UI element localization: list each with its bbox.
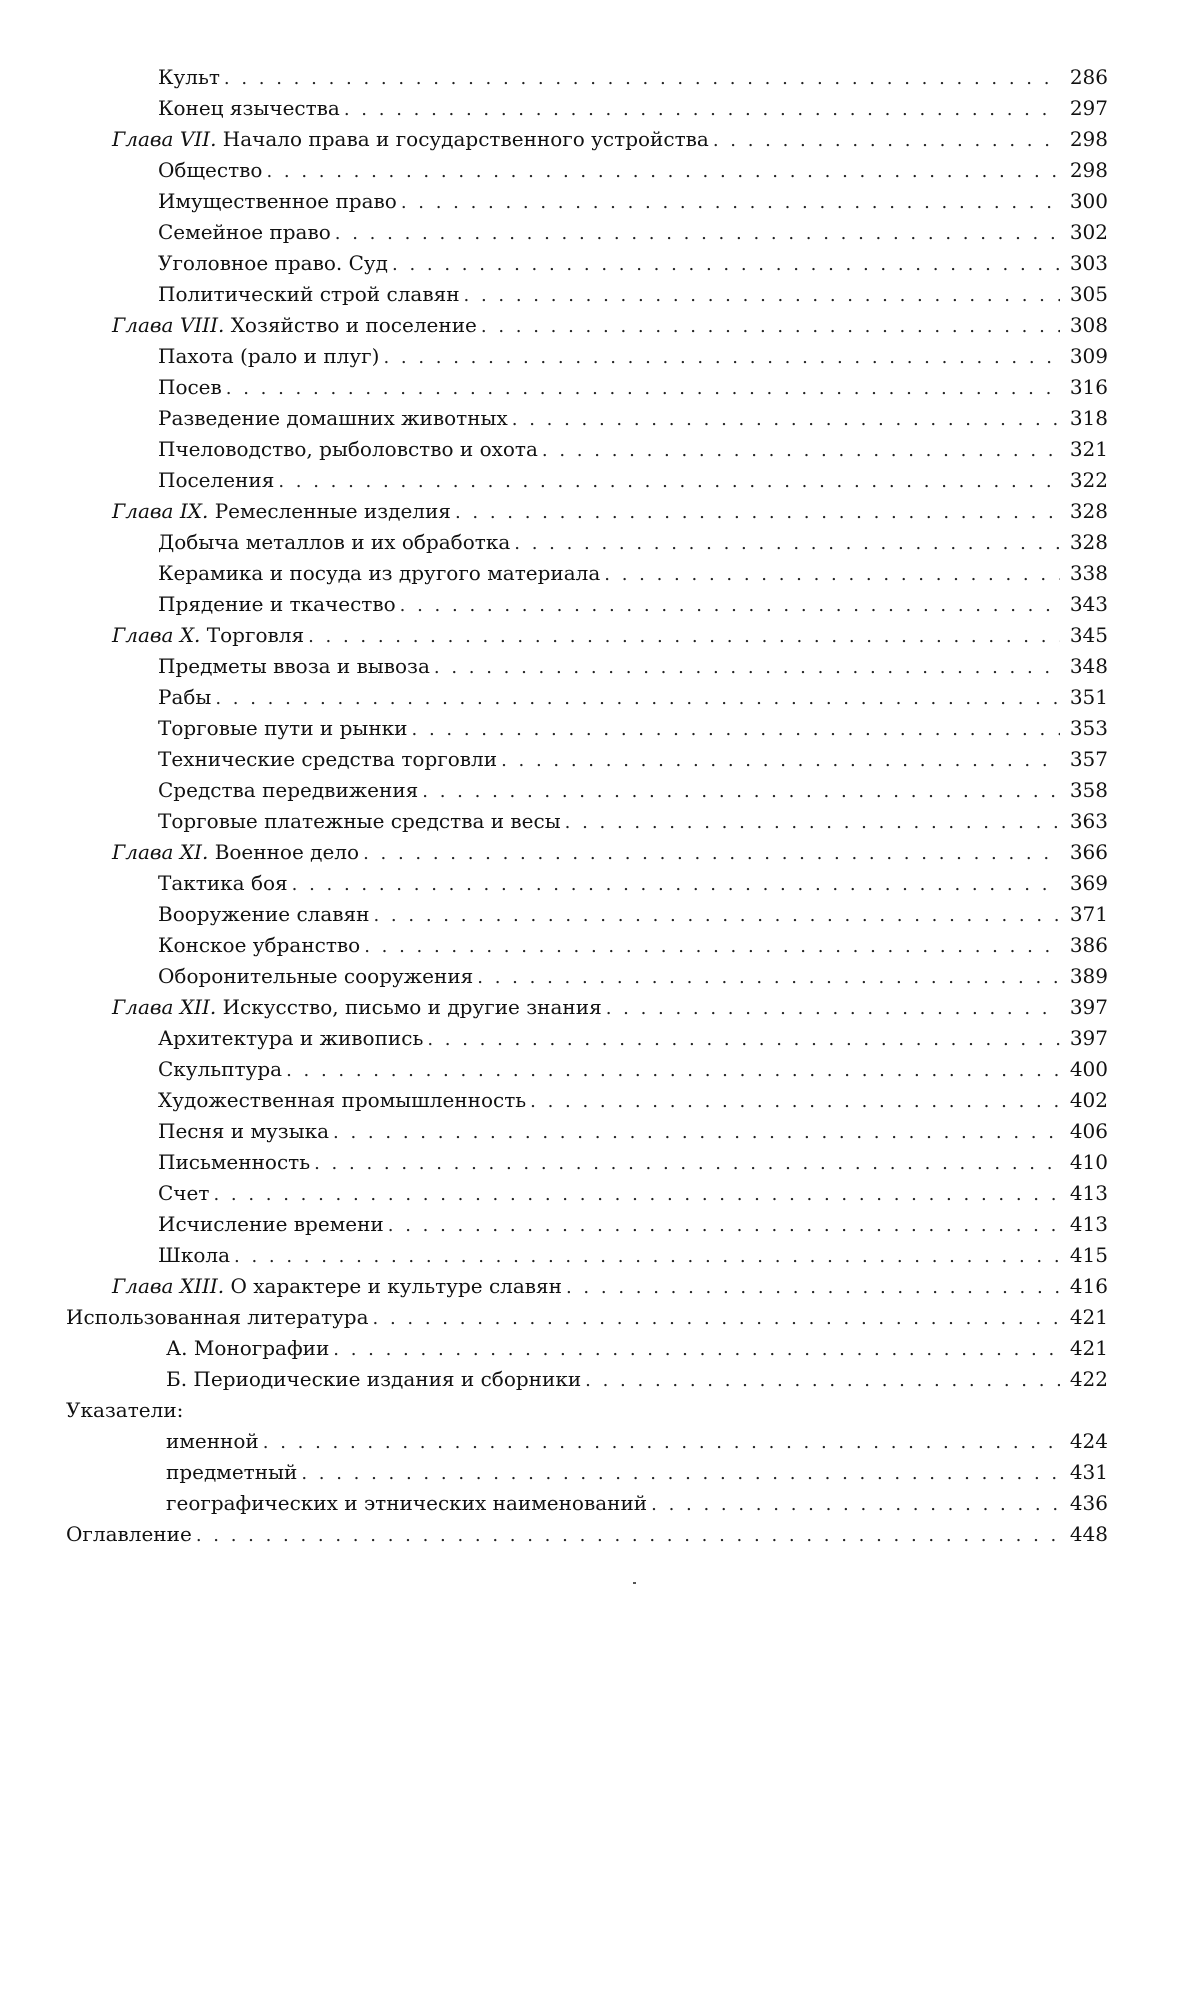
page-number: 318 [1069, 406, 1108, 430]
toc-entry [0, 651, 1200, 682]
toc-entry [0, 1178, 1200, 1209]
page-number: 402 [1069, 1088, 1108, 1112]
toc-entry-title [158, 279, 464, 310]
dot-leader [514, 528, 1060, 559]
toc-entry [0, 1488, 1200, 1519]
dot-leader [224, 63, 1060, 94]
toc-entry-title [158, 713, 412, 744]
toc-entry [0, 868, 1200, 899]
entry-title-text: Песня и музыка [158, 1119, 330, 1143]
dot-leader [196, 1520, 1060, 1551]
page-number: 328 [1069, 499, 1108, 523]
dot-leader [213, 1179, 1060, 1210]
dot-leader [308, 621, 1060, 652]
toc-chapter-entry [0, 620, 1200, 651]
page-number: 309 [1069, 344, 1108, 368]
dot-leader [651, 1489, 1060, 1520]
toc-entry-title [158, 1085, 530, 1116]
chapter-number: Глава XII. [112, 995, 217, 1019]
toc-entry [0, 465, 1200, 496]
dot-leader [292, 869, 1060, 900]
toc-entry [0, 1457, 1200, 1488]
entry-title-text: Вооружение славян [158, 902, 370, 926]
page-number: 416 [1069, 1274, 1108, 1298]
dot-leader [226, 373, 1060, 404]
page-number: 316 [1069, 375, 1108, 399]
toc-entry [0, 744, 1200, 775]
dot-leader [566, 1272, 1060, 1303]
page-number: 389 [1069, 964, 1108, 988]
toc-entry [0, 527, 1200, 558]
toc-entry-title [158, 155, 266, 186]
page-number: 298 [1069, 158, 1108, 182]
dot-leader [333, 1117, 1060, 1148]
toc-entry-title [158, 961, 477, 992]
toc-entry [0, 1302, 1200, 1333]
entry-title-text: Торговые пути и рынки [158, 716, 408, 740]
toc-entry [0, 186, 1200, 217]
page-number: 400 [1069, 1057, 1108, 1081]
toc-entry-title [158, 465, 278, 496]
toc-entry [0, 558, 1200, 589]
dot-leader [234, 1241, 1060, 1272]
entry-title-text: Начало права и государственного устройства [222, 127, 709, 151]
page-number: 421 [1069, 1336, 1108, 1360]
entry-title-text: Тактика боя [158, 871, 288, 895]
page-number: 369 [1069, 871, 1108, 895]
page-number: 353 [1069, 716, 1108, 740]
chapter-number: Глава XI. [112, 840, 209, 864]
toc-entry-title [158, 403, 512, 434]
page-number: 302 [1069, 220, 1108, 244]
dot-leader [363, 838, 1060, 869]
toc-entry [0, 1147, 1200, 1178]
entry-title-text: Разведение домашних животных [158, 406, 508, 430]
toc-entry-title [166, 1364, 585, 1395]
entry-title-text: Культ [158, 65, 220, 89]
entry-title-text: Рабы [158, 685, 212, 709]
toc-entry-title [158, 1209, 388, 1240]
toc-entry-title [158, 372, 226, 403]
toc-entry-title [158, 1147, 314, 1178]
toc-entry-title [158, 589, 400, 620]
toc-entry-title [158, 93, 344, 124]
page-number: 397 [1069, 995, 1108, 1019]
toc-entry-title [66, 1519, 196, 1550]
page-number: 322 [1069, 468, 1108, 492]
toc-chapter-entry [0, 837, 1200, 868]
toc-entry-title [166, 1457, 301, 1488]
toc-entry [0, 930, 1200, 961]
toc-entry-title [158, 558, 604, 589]
page-number: 422 [1069, 1367, 1108, 1391]
toc-entry-title [166, 1488, 651, 1519]
toc-entry-title [158, 744, 501, 775]
page-number: 298 [1069, 127, 1108, 151]
toc-entry-title [158, 527, 514, 558]
toc-entry-title [158, 62, 224, 93]
dot-leader [364, 931, 1060, 962]
entry-title-text: географических и этнических наименований [166, 1491, 648, 1515]
toc-entry [0, 62, 1200, 93]
chapter-number: Глава VII. [112, 127, 217, 151]
entry-title-text: Конское убранство [158, 933, 361, 957]
dot-leader [215, 683, 1060, 714]
dot-leader [373, 1303, 1060, 1334]
toc-entry-title [158, 1240, 234, 1271]
page-number: 328 [1069, 530, 1108, 554]
page-number: 436 [1069, 1491, 1108, 1515]
toc-entry [0, 217, 1200, 248]
toc-entry-title [112, 620, 308, 651]
dot-leader [713, 125, 1060, 156]
toc-entry [0, 279, 1200, 310]
dot-leader [542, 435, 1060, 466]
dot-leader [344, 94, 1060, 125]
dot-leader [263, 1427, 1060, 1458]
toc-entry-title [112, 496, 455, 527]
toc-entry [0, 1240, 1200, 1271]
dot-leader [314, 1148, 1060, 1179]
toc-entry-title [158, 868, 292, 899]
toc-entry [0, 682, 1200, 713]
entry-title-text: Оборонительные сооружения [158, 964, 474, 988]
toc-entry [0, 713, 1200, 744]
entry-title-text: Общество [158, 158, 263, 182]
toc-entry-title [166, 1426, 263, 1457]
entry-title-text: Технические средства торговли [158, 747, 498, 771]
page-number: 406 [1069, 1119, 1108, 1143]
page-number: 371 [1069, 902, 1108, 926]
dot-leader [481, 311, 1060, 342]
toc-chapter-entry [0, 310, 1200, 341]
page-number: 338 [1069, 561, 1108, 585]
entry-title-text: Скульптура [158, 1057, 283, 1081]
toc-entry [0, 1209, 1200, 1240]
page-number: 363 [1069, 809, 1108, 833]
dot-leader [585, 1365, 1060, 1396]
toc-entry-title [158, 434, 542, 465]
toc-entry-title [166, 1333, 333, 1364]
entry-title-text: Ремесленные изделия [214, 499, 451, 523]
page-number: 348 [1069, 654, 1108, 678]
entry-title-text: Торговля [206, 623, 305, 647]
entry-title-text: Пахота (рало и плуг) [158, 344, 380, 368]
dot-leader [512, 404, 1060, 435]
entry-title-text: предметный [166, 1460, 298, 1484]
entry-title-text: Письменность [158, 1150, 311, 1174]
toc-entry-title [158, 775, 422, 806]
toc-entry [0, 93, 1200, 124]
page-number: 286 [1069, 65, 1108, 89]
chapter-number: Глава XIII. [112, 1274, 225, 1298]
toc-entry [0, 434, 1200, 465]
dot-leader [477, 962, 1060, 993]
toc-entry [0, 1054, 1200, 1085]
page-number: 431 [1069, 1460, 1108, 1484]
entry-title-text: Конец язычества [158, 96, 340, 120]
entry-title-text: Использованная литература [66, 1305, 369, 1329]
toc-entry-title [158, 248, 392, 279]
entry-title-text: Средства передвижения [158, 778, 419, 802]
dot-leader [392, 249, 1060, 280]
page-number: 415 [1069, 1243, 1108, 1267]
entry-title-text: Уголовное право. Суд [158, 251, 388, 275]
entry-title-text: Политический строй славян [158, 282, 460, 306]
dot-leader [422, 776, 1060, 807]
dot-leader [401, 187, 1060, 218]
toc-chapter-entry [0, 992, 1200, 1023]
page-number: 424 [1069, 1429, 1108, 1453]
toc-entry-title [158, 341, 383, 372]
toc-entry [0, 155, 1200, 186]
toc-entry [0, 1364, 1200, 1395]
entry-title-text: Керамика и посуда из другого материала [158, 561, 601, 585]
page-number: 357 [1069, 747, 1108, 771]
page-number: 421 [1069, 1305, 1108, 1329]
page-number: 297 [1069, 96, 1108, 120]
dot-leader [427, 1024, 1060, 1055]
page-number: 305 [1069, 282, 1108, 306]
entry-title-text: Б. Периодические издания и сборники [166, 1367, 582, 1391]
dot-leader [333, 1334, 1060, 1365]
table-of-contents-page [0, 62, 1200, 1550]
chapter-number: Глава VIII. [112, 313, 225, 337]
page-number: 303 [1069, 251, 1108, 275]
dot-leader [266, 156, 1060, 187]
entry-title-text: Семейное право [158, 220, 331, 244]
entry-title-text: именной [166, 1429, 259, 1453]
page-number: 413 [1069, 1212, 1108, 1236]
entry-title-text: Посев [158, 375, 222, 399]
toc-entry-title [158, 930, 364, 961]
dot-leader [565, 807, 1060, 838]
entry-title-text: Торговые платежные средства и весы [158, 809, 561, 833]
entry-title-text: Хозяйство и поселение [230, 313, 477, 337]
page-number: 366 [1069, 840, 1108, 864]
toc-entry [0, 1023, 1200, 1054]
dot-leader [464, 280, 1060, 311]
toc-entry-title [158, 806, 565, 837]
toc-chapter-entry [0, 1271, 1200, 1302]
entry-title-text: Художественная промышленность [158, 1088, 527, 1112]
toc-chapter-entry [0, 124, 1200, 155]
toc-entry-title [158, 1054, 286, 1085]
page-number: 308 [1069, 313, 1108, 337]
entry-title-text: Архитектура и живопись [158, 1026, 424, 1050]
print-speck [633, 1582, 636, 1584]
page-number: 448 [1069, 1522, 1108, 1546]
dot-leader [434, 652, 1060, 683]
toc-entry-title [158, 899, 373, 930]
toc-entry [0, 775, 1200, 806]
toc-entry [0, 1426, 1200, 1457]
dot-leader [412, 714, 1061, 745]
entry-title-text: О характере и культуре славян [230, 1274, 562, 1298]
toc-entry-title [158, 651, 434, 682]
toc-entry [0, 899, 1200, 930]
dot-leader [335, 218, 1060, 249]
toc-chapter-entry [0, 496, 1200, 527]
entry-title-text: Указатели: [66, 1398, 184, 1422]
page-number: 351 [1069, 685, 1108, 709]
dot-leader [373, 900, 1060, 931]
toc-entry-title [66, 1395, 187, 1426]
page-number: 410 [1069, 1150, 1108, 1174]
toc-entry-title [158, 1116, 333, 1147]
toc-entry-title [112, 992, 606, 1023]
toc-entry-title [158, 682, 215, 713]
entry-title-text: Пчеловодство, рыболовство и охота [158, 437, 538, 461]
dot-leader [530, 1086, 1060, 1117]
toc-entry [0, 1519, 1200, 1550]
entry-title-text: Прядение и ткачество [158, 592, 396, 616]
dot-leader [383, 342, 1060, 373]
dot-leader [604, 559, 1060, 590]
toc-entry [0, 341, 1200, 372]
entry-title-text: Имущественное право [158, 189, 397, 213]
toc-entry [0, 1116, 1200, 1147]
toc-entry-title [112, 837, 363, 868]
toc-entry [0, 248, 1200, 279]
dot-leader [388, 1210, 1060, 1241]
toc-entry-title [112, 124, 713, 155]
toc-entry-title [158, 1023, 427, 1054]
entry-title-text: Оглавление [66, 1522, 192, 1546]
dot-leader [400, 590, 1060, 621]
toc-entry-title [158, 1178, 213, 1209]
entry-title-text: А. Монографии [166, 1336, 330, 1360]
toc-entry-title [158, 186, 401, 217]
dot-leader [301, 1458, 1060, 1489]
toc-entry-title [158, 217, 335, 248]
page-number: 413 [1069, 1181, 1108, 1205]
toc-entry [0, 1395, 1200, 1426]
toc-entry-title [66, 1302, 373, 1333]
page-number: 358 [1069, 778, 1108, 802]
dot-leader [286, 1055, 1060, 1086]
toc-entry [0, 806, 1200, 837]
toc-entry-title [112, 310, 481, 341]
entry-title-text: Поселения [158, 468, 275, 492]
entry-title-text: Школа [158, 1243, 230, 1267]
entry-title-text: Искусство, письмо и другие знания [222, 995, 602, 1019]
toc-entry-title [112, 1271, 566, 1302]
toc-entry [0, 589, 1200, 620]
entry-title-text: Добыча металлов и их обработка [158, 530, 511, 554]
dot-leader [606, 993, 1060, 1024]
toc-entry [0, 1085, 1200, 1116]
dot-leader [455, 497, 1060, 528]
dot-leader [501, 745, 1060, 776]
entry-title-text: Предметы ввоза и вывоза [158, 654, 430, 678]
toc-list [0, 62, 1200, 1550]
page-number: 343 [1069, 592, 1108, 616]
toc-entry [0, 403, 1200, 434]
page-number: 321 [1069, 437, 1108, 461]
page-number: 345 [1069, 623, 1108, 647]
chapter-number: Глава X. [112, 623, 201, 647]
page-number: 386 [1069, 933, 1108, 957]
entry-title-text: Исчисление времени [158, 1212, 384, 1236]
page-number: 300 [1069, 189, 1108, 213]
entry-title-text: Военное дело [214, 840, 360, 864]
page-number: 397 [1069, 1026, 1108, 1050]
toc-entry [0, 961, 1200, 992]
dot-leader [278, 466, 1060, 497]
toc-entry [0, 372, 1200, 403]
entry-title-text: Счет [158, 1181, 210, 1205]
chapter-number: Глава IX. [112, 499, 209, 523]
toc-entry [0, 1333, 1200, 1364]
